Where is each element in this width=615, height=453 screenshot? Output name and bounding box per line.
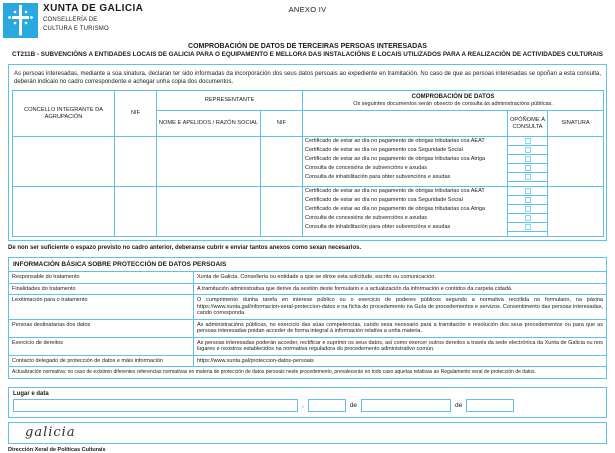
privacy-value: Xunta de Galicia. Consellería ou entidade a que se dirixe esta solicitude, escrito ou comunicación. xyxy=(197,274,436,280)
table-row xyxy=(13,137,604,187)
document-item: Certificado de estar ao día no pagamento de obrigas tributarias coa AEAT xyxy=(305,188,485,194)
place-input[interactable] xyxy=(13,399,298,412)
col-header-representante: REPRESENTANTE xyxy=(157,91,303,111)
org-name: XUNTA DE GALICIA xyxy=(43,3,144,14)
nome-cell[interactable] xyxy=(157,187,261,237)
oppose-checkbox-column xyxy=(508,137,548,187)
privacy-value: A tramitación administrativa que derive da xestión deste formulario e a actualización da información e contidos da carpeta cidadá. xyxy=(197,285,513,292)
month-input[interactable] xyxy=(361,399,451,412)
oppose-checkbox[interactable] xyxy=(525,147,531,153)
sinatura-cell[interactable] xyxy=(548,187,604,237)
privacy-label: Exercicio de dereitos xyxy=(9,338,194,355)
year-input[interactable] xyxy=(466,399,514,412)
document-item: Certificado de estar ao día no pagamento de obrigas tributarias coa AEAT xyxy=(305,138,485,144)
galicia-logo: galicia xyxy=(25,425,76,440)
place-and-date-section xyxy=(8,387,607,418)
privacy-update-note: Actualización normativa: no caso de existiren diferentes referencias normativas en materia de protección de datos persoais neste procedemento, prevalecerán en todo caso aquelas relativas ao Regulamento xeral de protección de datos. xyxy=(12,369,536,375)
oppose-checkbox-cell xyxy=(508,164,547,173)
oppose-checkbox[interactable] xyxy=(525,174,531,180)
privacy-label: Lexitimación para o tratamento xyxy=(9,295,194,319)
data-protection-section xyxy=(8,257,607,379)
org-block xyxy=(43,3,143,33)
col-header-nome: NOME E APELIDOS / RAZÓN SOCIAL xyxy=(157,111,261,137)
document-item: Certificado de estar ao día no pagamento coa Seguridade Social xyxy=(305,197,463,203)
oppose-checkbox[interactable] xyxy=(525,224,531,230)
oppose-checkbox-cell xyxy=(508,146,547,155)
form-subtitle: CT211B - SUBVENCIÓNS A ENTIDADES LOCAIS DE GALICIA PARA O EQUIPAMENTO E MELLORA DAS INSTALACIÓNS E LOCAIS UTILIZADOS PARA A REALIZACIÓN DE ACTIVIDADES CULTURAIS xyxy=(12,51,603,58)
privacy-row xyxy=(9,356,606,368)
xunta-de-galicia-logo-icon xyxy=(3,3,38,38)
consent-section xyxy=(8,64,607,241)
oppose-checkbox-cell xyxy=(508,173,547,182)
document-item: Consulta de inhabilitación para obter subvencións e axudas xyxy=(305,224,451,230)
privacy-row xyxy=(9,284,606,296)
day-input[interactable] xyxy=(308,399,346,412)
oppose-checkbox[interactable] xyxy=(525,197,531,203)
oppose-checkbox-cell xyxy=(508,214,547,223)
header xyxy=(0,0,615,40)
col-header-sinatura: SINATURA xyxy=(548,111,604,137)
oppose-checkbox-cell xyxy=(508,137,547,146)
oppose-checkbox-cell xyxy=(508,187,547,196)
privacy-label: Responsable do tratamento xyxy=(9,272,194,283)
privacy-row xyxy=(9,272,606,284)
oppose-checkbox[interactable] xyxy=(525,215,531,221)
privacy-row xyxy=(9,320,606,338)
documents-cell xyxy=(303,137,508,187)
privacy-value: O cumprimento dunha tarefa en interese público ou o exercicio de poderes públicos segundo a normativa recollida no formulario, na páxina https://www.xunta.gal/informacion-xeral-proteccion-datos e na ficha do procedemento na Guía de procedementos e servizos. Consentimento das persoas interesadas, cando corresponda. xyxy=(197,297,603,316)
more-annexes-note: De non ser suficiente o espazo previsto no cadro anterior, deberanse cubrir e enviar tantos anexos como sexan necesarios. xyxy=(8,245,362,251)
col-header-oponome: OPÓÑOME Á CONSULTA xyxy=(508,111,548,137)
de-separator-2: de xyxy=(455,401,463,409)
privacy-label: Finalidades do tratamento xyxy=(9,284,194,295)
document-item: Certificado de estar ao día no pagamento de obrigas tributarias coa Atriga xyxy=(305,156,486,162)
document-item: Certificado de estar ao día no pagamento de obrigas tributarias coa Atriga xyxy=(305,206,486,212)
concello-cell[interactable] xyxy=(13,137,115,187)
col-header-documents xyxy=(303,111,508,137)
oppose-checkbox[interactable] xyxy=(525,165,531,171)
rep-nif-cell[interactable] xyxy=(261,137,303,187)
privacy-value: https://www.xunta.gal/proteccion-datos-persoais xyxy=(197,357,314,364)
privacy-value: As persoas interesadas poderán acceder, rectificar e suprimir os seus datos, así como exercer outros dereitos a través da sede electrónica da Xunta de Galicia ou nos lugares e rexistros establecidos na normativa reguladora do procedemento administrativo común. xyxy=(197,339,603,352)
oppose-checkbox[interactable] xyxy=(525,206,531,212)
oppose-checkbox-column xyxy=(508,187,548,237)
nome-cell[interactable] xyxy=(157,137,261,187)
concello-cell[interactable] xyxy=(13,187,115,237)
document-item: Certificado de estar ao día no pagamento coa Seguridade Social xyxy=(305,147,463,153)
oppose-checkbox-cell xyxy=(508,155,547,164)
oppose-checkbox-cell xyxy=(508,223,547,232)
comprobacion-subtitle: Os seguintes documentos serán obxecto de consulta ás administracións públicas. xyxy=(353,100,553,107)
comprobacion-title: COMPROBACIÓN DE DATOS xyxy=(411,93,495,100)
form-title: COMPROBACIÓN DE DATOS DE TERCEIRAS PERSOAS INTERESADAS xyxy=(188,43,427,50)
footer-logo-box xyxy=(8,422,607,444)
interested-parties-table xyxy=(12,90,604,237)
oppose-checkbox-cell xyxy=(508,196,547,205)
document-item: Consulta de inhabilitación para obter subvencións e axudas xyxy=(305,174,451,180)
document-item: Consulta de concesións de subvencións e axudas xyxy=(305,215,428,221)
privacy-value: As administracións públicas, no exercicio das súas competencias, cando sexa necesario para a tramitación e resolución dos seus procedementos ou para que as persoas interesadas poidan acceder de forma integral á información relativa a unha materia. xyxy=(197,321,603,334)
nif-cell[interactable] xyxy=(115,137,157,187)
department-line2: CULTURA E TURISMO xyxy=(43,26,109,32)
direccion-xeral-label: Dirección Xeral de Políticas Culturais xyxy=(8,446,106,453)
annex-label: ANEXO IV xyxy=(288,5,327,14)
privacy-row xyxy=(9,295,606,320)
nif-cell[interactable] xyxy=(115,187,157,237)
department-line1: CONSELLERÍA DE xyxy=(43,17,98,23)
oppose-checkbox[interactable] xyxy=(525,138,531,144)
form-title-block xyxy=(0,42,615,59)
documents-cell xyxy=(303,187,508,237)
oppose-checkbox-cell xyxy=(508,205,547,214)
oppose-checkbox[interactable] xyxy=(525,188,531,194)
col-header-rep-nif: NIF xyxy=(261,111,303,137)
col-header-concello: CONCELLO INTEGRANTE DA AGRUPACIÓN xyxy=(13,91,115,137)
col-header-comprobacion xyxy=(303,91,604,111)
intro-paragraph: As persoas interesadas, mediante a súa sinatura, declaran ter sido informadas da incorporación dos seus datos persoais ao expediente en tramitación. No caso de que as persoas interesadas se opoñan a esta consulta, deberán indicalo no cadro correspondente e achegar unha copia dos documentos. xyxy=(14,71,601,85)
comma-separator: , xyxy=(302,401,304,409)
document-item: Consulta de concesións de subvencións e axudas xyxy=(305,165,428,171)
privacy-row xyxy=(9,338,606,356)
privacy-label: Persoas destinatarias dos datos xyxy=(9,320,194,337)
privacy-label: Contacto delegado de protección de datos e máis información xyxy=(9,356,194,367)
oppose-checkbox[interactable] xyxy=(525,156,531,162)
col-header-nif: NIF xyxy=(115,91,157,137)
place-and-date-label: Lugar e data xyxy=(13,390,49,397)
de-separator-1: de xyxy=(349,401,358,409)
rep-nif-cell[interactable] xyxy=(261,187,303,237)
sinatura-cell[interactable] xyxy=(548,137,604,187)
data-protection-title: INFORMACIÓN BÁSICA SOBRE PROTECCIÓN DE DATOS PERSOAIS xyxy=(9,258,606,272)
table-row xyxy=(13,187,604,237)
